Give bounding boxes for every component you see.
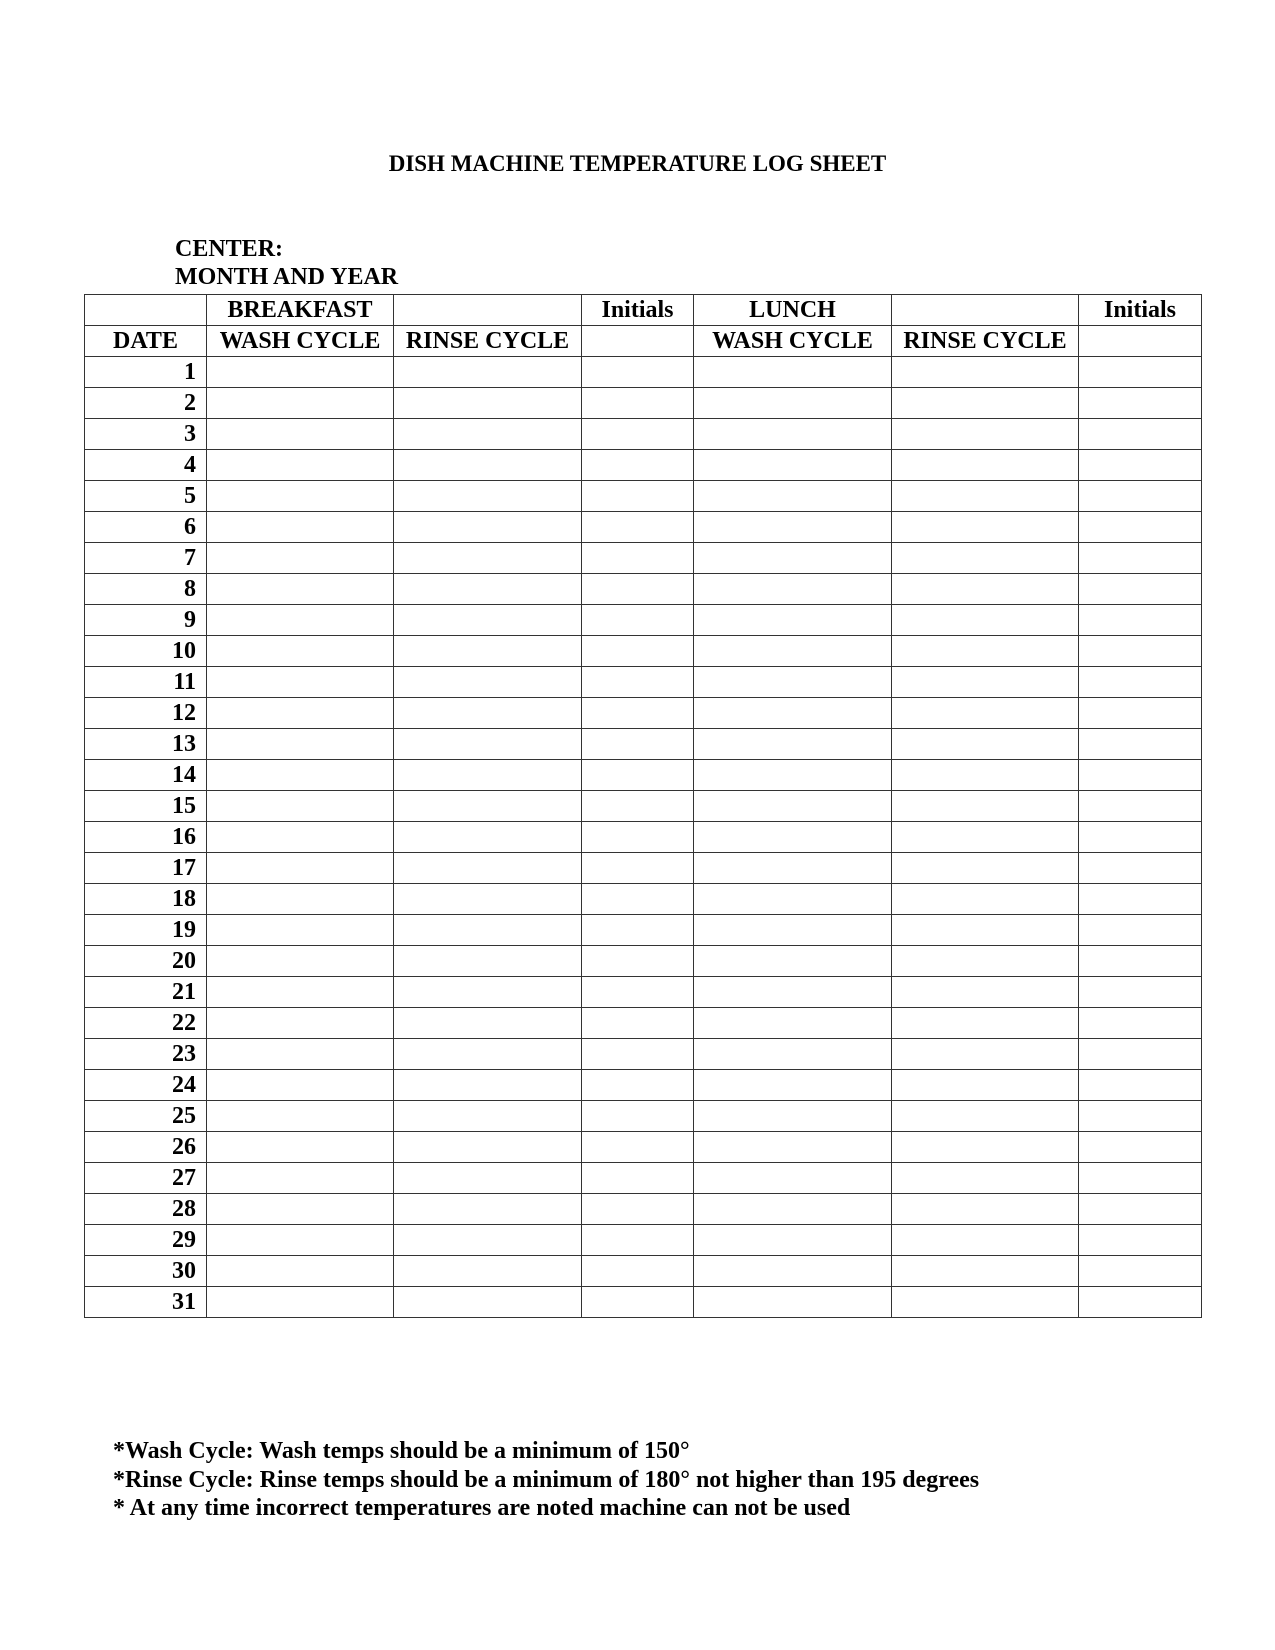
header-lunch-wash: WASH CYCLE (694, 326, 892, 357)
breakfast-rinse-cell[interactable] (394, 636, 582, 667)
breakfast-initials-cell[interactable] (582, 760, 694, 791)
breakfast-initials-cell[interactable] (582, 946, 694, 977)
date-cell: 8 (85, 574, 207, 605)
lunch-wash-cell[interactable] (694, 946, 892, 977)
table-row (85, 1039, 1202, 1070)
breakfast-rinse-cell[interactable] (394, 729, 582, 760)
date-cell: 10 (85, 636, 207, 667)
date-cell: 28 (85, 1194, 207, 1225)
lunch-rinse-cell[interactable] (892, 1256, 1079, 1287)
table-row (85, 760, 1202, 791)
header-breakfast-initials: Initials (582, 295, 694, 326)
header-row-meal (85, 295, 1202, 326)
lunch-initials-cell[interactable] (1079, 1256, 1202, 1287)
breakfast-initials-cell[interactable] (582, 1039, 694, 1070)
table-row (85, 574, 1202, 605)
lunch-rinse-cell[interactable] (892, 1163, 1079, 1194)
breakfast-initials-cell[interactable] (582, 543, 694, 574)
lunch-initials-cell[interactable] (1079, 760, 1202, 791)
breakfast-initials-cell[interactable] (582, 450, 694, 481)
date-cell: 7 (85, 543, 207, 574)
breakfast-initials-cell[interactable] (582, 915, 694, 946)
breakfast-wash-cell[interactable] (207, 419, 394, 450)
header-date: DATE (85, 326, 207, 357)
date-cell: 13 (85, 729, 207, 760)
table-row (85, 1194, 1202, 1225)
page-title: DISH MACHINE TEMPERATURE LOG SHEET (388, 151, 887, 176)
lunch-wash-cell[interactable] (694, 419, 892, 450)
lunch-wash-cell[interactable] (694, 543, 892, 574)
lunch-wash-cell[interactable] (694, 760, 892, 791)
lunch-rinse-cell[interactable] (892, 698, 1079, 729)
lunch-rinse-cell[interactable] (892, 1225, 1079, 1256)
table-row (85, 1225, 1202, 1256)
breakfast-initials-cell[interactable] (582, 419, 694, 450)
lunch-initials-cell[interactable] (1079, 574, 1202, 605)
lunch-rinse-cell[interactable] (892, 915, 1079, 946)
lunch-wash-cell[interactable] (694, 791, 892, 822)
breakfast-wash-cell[interactable] (207, 1163, 394, 1194)
breakfast-initials-cell[interactable] (582, 667, 694, 698)
lunch-initials-cell[interactable] (1079, 512, 1202, 543)
breakfast-wash-cell[interactable] (207, 357, 394, 388)
breakfast-wash-cell[interactable] (207, 1132, 394, 1163)
lunch-initials-cell[interactable] (1079, 605, 1202, 636)
lunch-wash-cell[interactable] (694, 1132, 892, 1163)
month-year-label: MONTH AND YEAR (175, 264, 399, 290)
breakfast-rinse-cell[interactable] (394, 419, 582, 450)
breakfast-wash-cell[interactable] (207, 481, 394, 512)
date-cell: 25 (85, 1101, 207, 1132)
lunch-initials-cell[interactable] (1079, 1008, 1202, 1039)
breakfast-wash-cell[interactable] (207, 884, 394, 915)
header-cell (85, 295, 207, 326)
lunch-rinse-cell[interactable] (892, 450, 1079, 481)
table-row (85, 1008, 1202, 1039)
breakfast-rinse-cell[interactable] (394, 915, 582, 946)
breakfast-initials-cell[interactable] (582, 574, 694, 605)
lunch-initials-cell[interactable] (1079, 636, 1202, 667)
table-row (85, 791, 1202, 822)
date-cell: 14 (85, 760, 207, 791)
date-cell: 17 (85, 853, 207, 884)
breakfast-initials-cell[interactable] (582, 1163, 694, 1194)
table-row (85, 1163, 1202, 1194)
breakfast-initials-cell[interactable] (582, 822, 694, 853)
lunch-initials-cell[interactable] (1079, 1101, 1202, 1132)
breakfast-rinse-cell[interactable] (394, 512, 582, 543)
lunch-rinse-cell[interactable] (892, 729, 1079, 760)
lunch-initials-cell[interactable] (1079, 1132, 1202, 1163)
lunch-wash-cell[interactable] (694, 1070, 892, 1101)
lunch-wash-cell[interactable] (694, 822, 892, 853)
breakfast-rinse-cell[interactable] (394, 977, 582, 1008)
breakfast-wash-cell[interactable] (207, 1256, 394, 1287)
breakfast-initials-cell[interactable] (582, 977, 694, 1008)
table-row (85, 698, 1202, 729)
breakfast-wash-cell[interactable] (207, 543, 394, 574)
breakfast-rinse-cell[interactable] (394, 1008, 582, 1039)
lunch-rinse-cell[interactable] (892, 853, 1079, 884)
header-lunch-initials: Initials (1079, 295, 1202, 326)
header-row-columns (85, 326, 1202, 357)
breakfast-initials-cell[interactable] (582, 1132, 694, 1163)
note-wash: *Wash Cycle: Wash temps should be a minimum of 150° (113, 1438, 690, 1464)
breakfast-initials-cell[interactable] (582, 1194, 694, 1225)
date-cell: 27 (85, 1163, 207, 1194)
breakfast-rinse-cell[interactable] (394, 450, 582, 481)
breakfast-wash-cell[interactable] (207, 605, 394, 636)
date-cell: 26 (85, 1132, 207, 1163)
lunch-wash-cell[interactable] (694, 481, 892, 512)
date-cell: 1 (85, 357, 207, 388)
table-row (85, 1070, 1202, 1101)
breakfast-wash-cell[interactable] (207, 450, 394, 481)
table-row (85, 915, 1202, 946)
date-cell: 2 (85, 388, 207, 419)
breakfast-rinse-cell[interactable] (394, 388, 582, 419)
header-cell (394, 295, 582, 326)
breakfast-initials-cell[interactable] (582, 884, 694, 915)
date-cell: 18 (85, 884, 207, 915)
lunch-initials-cell[interactable] (1079, 1070, 1202, 1101)
lunch-rinse-cell[interactable] (892, 543, 1079, 574)
lunch-rinse-cell[interactable] (892, 822, 1079, 853)
lunch-wash-cell[interactable] (694, 977, 892, 1008)
date-cell: 11 (85, 667, 207, 698)
table-row (85, 605, 1202, 636)
breakfast-wash-cell[interactable] (207, 1070, 394, 1101)
lunch-initials-cell[interactable] (1079, 1287, 1202, 1318)
table-row (85, 1132, 1202, 1163)
lunch-wash-cell[interactable] (694, 1287, 892, 1318)
breakfast-initials-cell[interactable] (582, 481, 694, 512)
breakfast-initials-cell[interactable] (582, 791, 694, 822)
header-cell (1079, 326, 1202, 357)
lunch-rinse-cell[interactable] (892, 1194, 1079, 1225)
breakfast-wash-cell[interactable] (207, 729, 394, 760)
lunch-initials-cell[interactable] (1079, 822, 1202, 853)
date-cell: 24 (85, 1070, 207, 1101)
header-cell (582, 326, 694, 357)
lunch-initials-cell[interactable] (1079, 543, 1202, 574)
lunch-wash-cell[interactable] (694, 357, 892, 388)
lunch-initials-cell[interactable] (1079, 1163, 1202, 1194)
breakfast-wash-cell[interactable] (207, 1287, 394, 1318)
breakfast-rinse-cell[interactable] (394, 1070, 582, 1101)
lunch-wash-cell[interactable] (694, 1039, 892, 1070)
breakfast-initials-cell[interactable] (582, 729, 694, 760)
table-row (85, 884, 1202, 915)
lunch-wash-cell[interactable] (694, 1256, 892, 1287)
lunch-initials-cell[interactable] (1079, 884, 1202, 915)
breakfast-wash-cell[interactable] (207, 1225, 394, 1256)
date-cell: 22 (85, 1008, 207, 1039)
lunch-rinse-cell[interactable] (892, 357, 1079, 388)
lunch-rinse-cell[interactable] (892, 791, 1079, 822)
breakfast-rinse-cell[interactable] (394, 822, 582, 853)
date-cell: 6 (85, 512, 207, 543)
breakfast-rinse-cell[interactable] (394, 1039, 582, 1070)
table-row (85, 512, 1202, 543)
note-incorrect: * At any time incorrect temperatures are noted machine can not be used (113, 1495, 851, 1521)
lunch-rinse-cell[interactable] (892, 977, 1079, 1008)
breakfast-rinse-cell[interactable] (394, 1225, 582, 1256)
lunch-wash-cell[interactable] (694, 1008, 892, 1039)
header-breakfast-rinse: RINSE CYCLE (394, 326, 582, 357)
lunch-rinse-cell[interactable] (892, 1132, 1079, 1163)
table-row (85, 357, 1202, 388)
lunch-initials-cell[interactable] (1079, 357, 1202, 388)
lunch-wash-cell[interactable] (694, 1225, 892, 1256)
date-cell: 31 (85, 1287, 207, 1318)
breakfast-rinse-cell[interactable] (394, 698, 582, 729)
table-row (85, 1287, 1202, 1318)
lunch-initials-cell[interactable] (1079, 419, 1202, 450)
lunch-wash-cell[interactable] (694, 605, 892, 636)
breakfast-wash-cell[interactable] (207, 1101, 394, 1132)
lunch-initials-cell[interactable] (1079, 791, 1202, 822)
lunch-rinse-cell[interactable] (892, 1039, 1079, 1070)
lunch-initials-cell[interactable] (1079, 481, 1202, 512)
breakfast-wash-cell[interactable] (207, 1194, 394, 1225)
lunch-rinse-cell[interactable] (892, 1008, 1079, 1039)
header-breakfast-wash: WASH CYCLE (207, 326, 394, 357)
date-cell: 4 (85, 450, 207, 481)
lunch-initials-cell[interactable] (1079, 729, 1202, 760)
breakfast-rinse-cell[interactable] (394, 760, 582, 791)
breakfast-initials-cell[interactable] (582, 357, 694, 388)
lunch-wash-cell[interactable] (694, 388, 892, 419)
breakfast-wash-cell[interactable] (207, 791, 394, 822)
date-cell: 20 (85, 946, 207, 977)
breakfast-wash-cell[interactable] (207, 667, 394, 698)
breakfast-rinse-cell[interactable] (394, 605, 582, 636)
breakfast-wash-cell[interactable] (207, 977, 394, 1008)
breakfast-wash-cell[interactable] (207, 574, 394, 605)
date-cell: 12 (85, 698, 207, 729)
breakfast-wash-cell[interactable] (207, 388, 394, 419)
breakfast-rinse-cell[interactable] (394, 1101, 582, 1132)
lunch-rinse-cell[interactable] (892, 419, 1079, 450)
date-cell: 15 (85, 791, 207, 822)
lunch-wash-cell[interactable] (694, 853, 892, 884)
breakfast-initials-cell[interactable] (582, 1225, 694, 1256)
table-row (85, 977, 1202, 1008)
lunch-wash-cell[interactable] (694, 636, 892, 667)
header-lunch-rinse: RINSE CYCLE (892, 326, 1079, 357)
breakfast-rinse-cell[interactable] (394, 543, 582, 574)
note-rinse: *Rinse Cycle: Rinse temps should be a minimum of 180° not higher than 195 degrees (113, 1467, 980, 1493)
breakfast-wash-cell[interactable] (207, 698, 394, 729)
breakfast-rinse-cell[interactable] (394, 791, 582, 822)
header-lunch: LUNCH (694, 295, 892, 326)
lunch-initials-cell[interactable] (1079, 1039, 1202, 1070)
breakfast-rinse-cell[interactable] (394, 667, 582, 698)
table-row (85, 1256, 1202, 1287)
date-cell: 5 (85, 481, 207, 512)
breakfast-wash-cell[interactable] (207, 822, 394, 853)
breakfast-wash-cell[interactable] (207, 636, 394, 667)
date-cell: 9 (85, 605, 207, 636)
table-row (85, 853, 1202, 884)
table-row (85, 636, 1202, 667)
lunch-wash-cell[interactable] (694, 915, 892, 946)
lunch-initials-cell[interactable] (1079, 450, 1202, 481)
breakfast-initials-cell[interactable] (582, 1070, 694, 1101)
table-row (85, 822, 1202, 853)
lunch-wash-cell[interactable] (694, 512, 892, 543)
lunch-wash-cell[interactable] (694, 884, 892, 915)
date-cell: 30 (85, 1256, 207, 1287)
lunch-wash-cell[interactable] (694, 1101, 892, 1132)
breakfast-rinse-cell[interactable] (394, 1256, 582, 1287)
lunch-rinse-cell[interactable] (892, 574, 1079, 605)
lunch-initials-cell[interactable] (1079, 853, 1202, 884)
breakfast-initials-cell[interactable] (582, 605, 694, 636)
breakfast-initials-cell[interactable] (582, 698, 694, 729)
lunch-wash-cell[interactable] (694, 1194, 892, 1225)
breakfast-initials-cell[interactable] (582, 512, 694, 543)
lunch-wash-cell[interactable] (694, 1163, 892, 1194)
lunch-rinse-cell[interactable] (892, 760, 1079, 791)
table-row (85, 543, 1202, 574)
lunch-initials-cell[interactable] (1079, 915, 1202, 946)
breakfast-initials-cell[interactable] (582, 388, 694, 419)
lunch-initials-cell[interactable] (1079, 698, 1202, 729)
table-row (85, 419, 1202, 450)
breakfast-wash-cell[interactable] (207, 1039, 394, 1070)
breakfast-rinse-cell[interactable] (394, 853, 582, 884)
lunch-rinse-cell[interactable] (892, 636, 1079, 667)
breakfast-initials-cell[interactable] (582, 1008, 694, 1039)
date-cell: 23 (85, 1039, 207, 1070)
lunch-initials-cell[interactable] (1079, 946, 1202, 977)
breakfast-rinse-cell[interactable] (394, 1163, 582, 1194)
lunch-rinse-cell[interactable] (892, 667, 1079, 698)
breakfast-initials-cell[interactable] (582, 1287, 694, 1318)
breakfast-rinse-cell[interactable] (394, 884, 582, 915)
date-cell: 29 (85, 1225, 207, 1256)
table-row (85, 667, 1202, 698)
breakfast-rinse-cell[interactable] (394, 1194, 582, 1225)
lunch-wash-cell[interactable] (694, 667, 892, 698)
lunch-initials-cell[interactable] (1079, 1225, 1202, 1256)
breakfast-rinse-cell[interactable] (394, 1132, 582, 1163)
breakfast-wash-cell[interactable] (207, 853, 394, 884)
date-cell: 3 (85, 419, 207, 450)
center-label: CENTER: (175, 236, 284, 262)
lunch-initials-cell[interactable] (1079, 1194, 1202, 1225)
lunch-rinse-cell[interactable] (892, 481, 1079, 512)
breakfast-rinse-cell[interactable] (394, 946, 582, 977)
lunch-initials-cell[interactable] (1079, 388, 1202, 419)
breakfast-rinse-cell[interactable] (394, 574, 582, 605)
lunch-initials-cell[interactable] (1079, 977, 1202, 1008)
header-cell (892, 295, 1079, 326)
lunch-wash-cell[interactable] (694, 574, 892, 605)
breakfast-initials-cell[interactable] (582, 636, 694, 667)
lunch-rinse-cell[interactable] (892, 946, 1079, 977)
lunch-rinse-cell[interactable] (892, 884, 1079, 915)
date-cell: 16 (85, 822, 207, 853)
breakfast-initials-cell[interactable] (582, 853, 694, 884)
date-cell: 21 (85, 977, 207, 1008)
temperature-log-table (84, 294, 1202, 1318)
lunch-wash-cell[interactable] (694, 450, 892, 481)
breakfast-rinse-cell[interactable] (394, 1287, 582, 1318)
breakfast-initials-cell[interactable] (582, 1101, 694, 1132)
breakfast-rinse-cell[interactable] (394, 357, 582, 388)
lunch-rinse-cell[interactable] (892, 605, 1079, 636)
breakfast-rinse-cell[interactable] (394, 481, 582, 512)
lunch-rinse-cell[interactable] (892, 512, 1079, 543)
breakfast-wash-cell[interactable] (207, 946, 394, 977)
lunch-initials-cell[interactable] (1079, 667, 1202, 698)
header-breakfast: BREAKFAST (207, 295, 394, 326)
lunch-rinse-cell[interactable] (892, 1101, 1079, 1132)
lunch-wash-cell[interactable] (694, 698, 892, 729)
breakfast-wash-cell[interactable] (207, 915, 394, 946)
date-cell: 19 (85, 915, 207, 946)
lunch-rinse-cell[interactable] (892, 1070, 1079, 1101)
breakfast-wash-cell[interactable] (207, 512, 394, 543)
lunch-rinse-cell[interactable] (892, 1287, 1079, 1318)
breakfast-initials-cell[interactable] (582, 1256, 694, 1287)
table-row (85, 729, 1202, 760)
table-row (85, 388, 1202, 419)
breakfast-wash-cell[interactable] (207, 760, 394, 791)
table-row (85, 1101, 1202, 1132)
lunch-wash-cell[interactable] (694, 729, 892, 760)
table-row (85, 946, 1202, 977)
lunch-rinse-cell[interactable] (892, 388, 1079, 419)
table-row (85, 450, 1202, 481)
table-row (85, 481, 1202, 512)
breakfast-wash-cell[interactable] (207, 1008, 394, 1039)
